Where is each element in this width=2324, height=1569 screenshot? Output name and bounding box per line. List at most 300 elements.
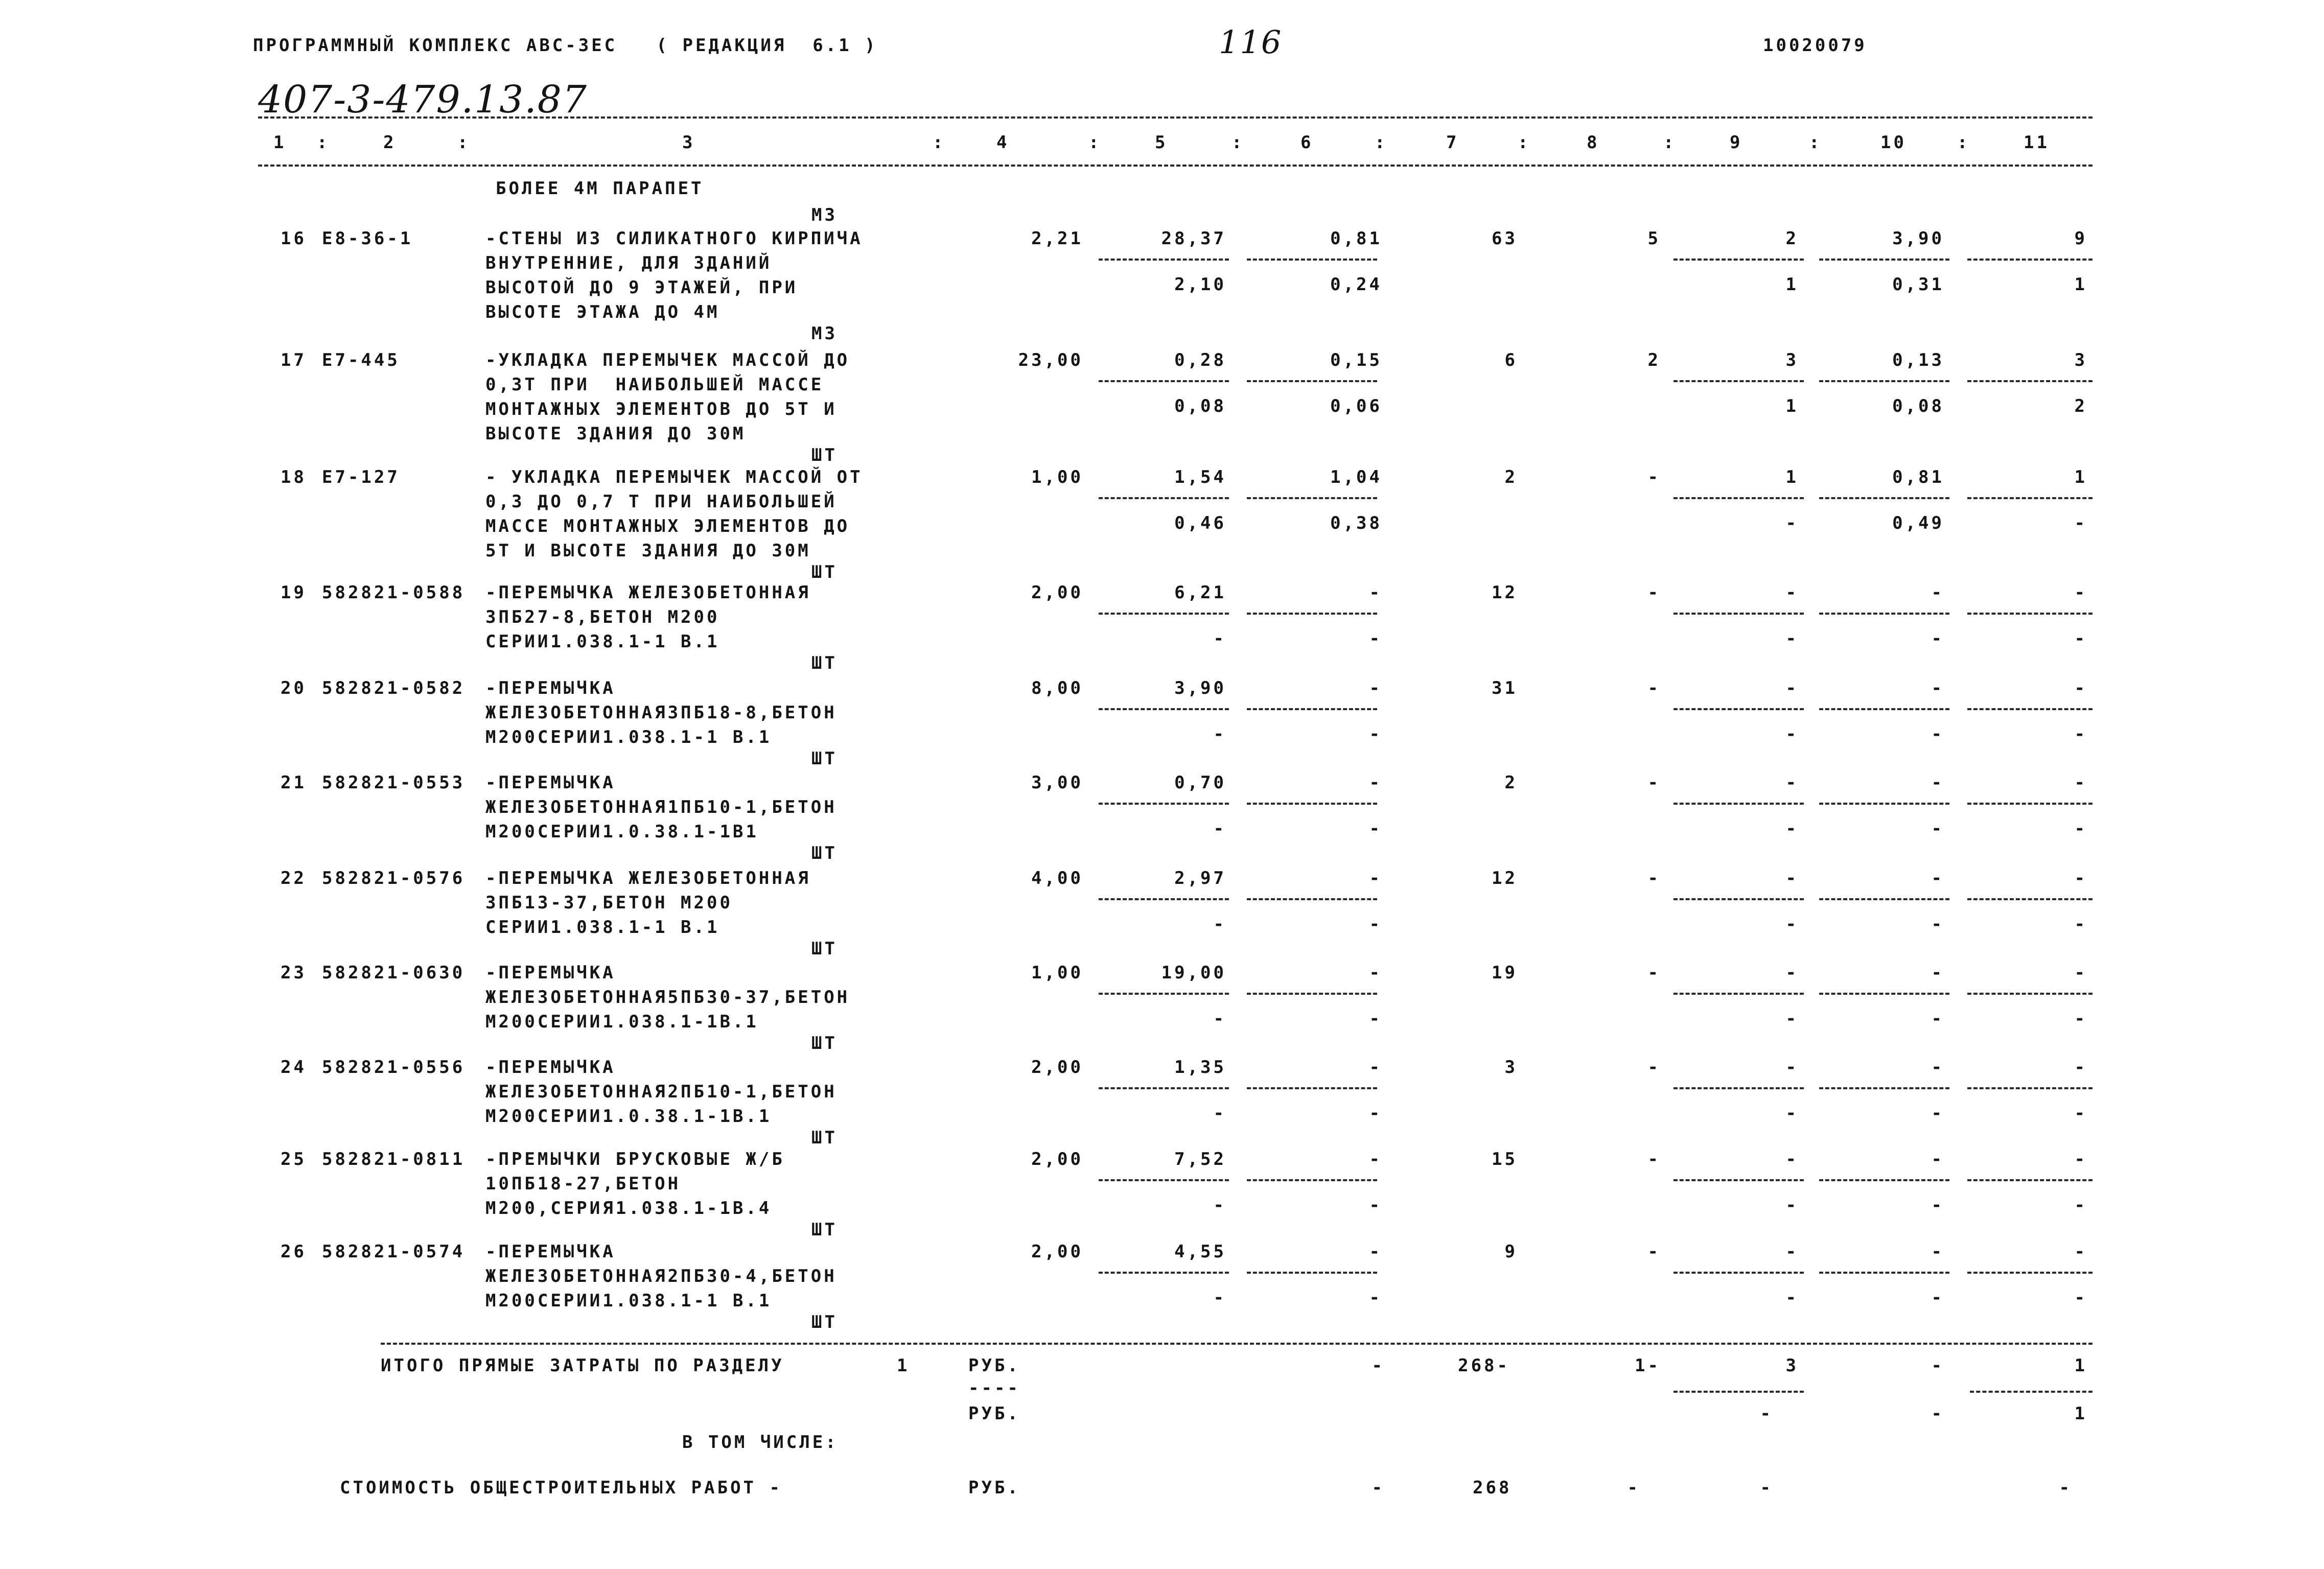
row-col5-second: 0,46: [1174, 513, 1226, 533]
row-unit: ШТ: [811, 1128, 838, 1148]
row-col5: 0,70: [1174, 772, 1226, 793]
column-separator: :: [1088, 132, 1102, 153]
row-description-line: ЖЕЛЕЗОБЕТОННАЯ2ПБ10-1,БЕТОН: [485, 1082, 837, 1102]
row-number: 16: [281, 228, 307, 249]
row-col9-rule: [1674, 259, 1804, 261]
row-description-line: М200СЕРИИ1.0.38.1-1В.1: [485, 1106, 772, 1127]
row-quantity: 2,00: [1031, 1242, 1083, 1262]
totals-col10-second: -: [1931, 1403, 1944, 1424]
row-number: 20: [281, 678, 307, 698]
row-col9-second: 1: [1785, 274, 1799, 295]
row-description-line: М200СЕРИИ1.038.1-1 В.1: [485, 1291, 772, 1311]
row-quantity: 1,00: [1031, 467, 1083, 487]
column-header-7: 7: [1446, 132, 1459, 153]
totals-col6: -: [1372, 1355, 1385, 1376]
row-description-line: ВЫСОТЕ ЭТАЖА ДО 4М: [485, 302, 720, 322]
row-col5-second: -: [1213, 1009, 1226, 1029]
row-description-line: 0,3 ДО 0,7 Т ПРИ НАИБОЛЬШЕЙ: [485, 491, 837, 512]
row-col10-second: -: [1931, 724, 1944, 744]
row-number: 19: [281, 582, 307, 603]
row-col7: 19: [1492, 963, 1518, 983]
row-number: 24: [281, 1057, 307, 1078]
row-number: 25: [281, 1149, 307, 1169]
row-col6: -: [1369, 963, 1382, 983]
row-unit: ШТ: [811, 748, 838, 769]
row-description-line: -ПЕРЕМЫЧКА: [485, 772, 616, 793]
row-col6-second: 0,24: [1330, 274, 1382, 295]
row-quantity: 2,00: [1031, 1057, 1083, 1078]
row-col8: -: [1647, 868, 1661, 888]
totals-col9: 3: [1785, 1355, 1799, 1376]
row-quantity: 2,00: [1031, 1149, 1083, 1169]
row-description-line: - УКЛАДКА ПЕРЕМЫЧЕК МАССОЙ ОТ: [485, 467, 863, 487]
row-unit: ШТ: [811, 1312, 838, 1332]
column-header-3: 3: [682, 132, 695, 153]
row-col10: -: [1931, 582, 1944, 603]
row-unit: ШТ: [811, 843, 838, 863]
row-col6: -: [1369, 582, 1382, 603]
row-code: 582821-0582: [322, 678, 466, 698]
row-col10-rule: [1819, 1272, 1949, 1274]
column-separator: :: [1957, 132, 1970, 153]
row-number: 18: [281, 467, 307, 487]
row-number: 26: [281, 1242, 307, 1262]
row-description-line: 3ПБ13-37,БЕТОН М200: [485, 893, 733, 913]
row-col5-rule: [1099, 1179, 1229, 1181]
row-code: 582821-0588: [322, 582, 466, 603]
row-description-line: ВЫСОТЕ ЗДАНИЯ ДО 30М: [485, 424, 746, 444]
totals-col9-rule: [1674, 1391, 1804, 1393]
row-col11: -: [2074, 963, 2087, 983]
row-col11-rule: [1967, 613, 2093, 615]
construction-cost-label: СТОИМОСТЬ ОБЩЕСТРОИТЕЛЬНЫХ РАБОТ -: [340, 1478, 782, 1498]
row-col9-rule: [1674, 898, 1804, 900]
row-col11: -: [2074, 678, 2087, 698]
row-col11-second: -: [2074, 513, 2087, 533]
row-col6-second: -: [1369, 1287, 1382, 1308]
row-description-line: 3ПБ27-8,БЕТОН М200: [485, 607, 720, 627]
row-col6-rule: [1247, 898, 1377, 900]
totals-col7: 268-: [1458, 1355, 1510, 1376]
row-col11: 1: [2074, 467, 2087, 487]
row-quantity: 23,00: [1018, 350, 1083, 370]
row-description-line: ВНУТРЕННИЕ, ДЛЯ ЗДАНИЙ: [485, 253, 772, 273]
construction-cost-unit: РУБ.: [968, 1478, 1020, 1498]
row-col5-rule: [1099, 1272, 1229, 1274]
row-col11: 3: [2074, 350, 2087, 370]
row-col5-second: -: [1213, 1195, 1226, 1215]
row-col5-rule: [1099, 993, 1229, 995]
row-col10-second: 0,31: [1892, 274, 1944, 295]
row-col11-rule: [1967, 1179, 2093, 1181]
header-rule-bottom: [258, 165, 2093, 167]
row-col5: 2,97: [1174, 868, 1226, 888]
row-col10: -: [1931, 772, 1944, 793]
row-col11: -: [2074, 1242, 2087, 1262]
row-col11: 9: [2074, 228, 2087, 249]
row-unit: ШТ: [811, 653, 838, 673]
row-col5: 7,52: [1174, 1149, 1226, 1169]
row-col10-second: -: [1931, 914, 1944, 934]
row-col5-second: -: [1213, 628, 1226, 649]
row-col6: -: [1369, 678, 1382, 698]
row-col7: 2: [1504, 467, 1518, 487]
row-col6: -: [1369, 1242, 1382, 1262]
row-col9-rule: [1674, 380, 1804, 382]
column-separator: :: [1809, 132, 1822, 153]
row-col10-rule: [1819, 380, 1949, 382]
row-quantity: 2,00: [1031, 582, 1083, 603]
row-col5: 0,28: [1174, 350, 1226, 370]
row-col6-second: -: [1369, 628, 1382, 649]
row-col9: -: [1785, 678, 1799, 698]
row-code: 582821-0630: [322, 963, 466, 983]
row-col10: 0,81: [1892, 467, 1944, 487]
row-col9: -: [1785, 772, 1799, 793]
row-col7: 12: [1492, 868, 1518, 888]
row-col6: 0,81: [1330, 228, 1382, 249]
row-col5: 1,54: [1174, 467, 1226, 487]
page-number: 116: [1219, 24, 1283, 61]
column-header-8: 8: [1587, 132, 1600, 153]
row-col6: 1,04: [1330, 467, 1382, 487]
row-col11-second: -: [2074, 1009, 2087, 1029]
row-description-line: -УКЛАДКА ПЕРЕМЫЧЕК МАССОЙ ДО: [485, 350, 850, 370]
column-separator: :: [1518, 132, 1531, 153]
construction-col8: -: [1627, 1478, 1640, 1498]
row-col5-rule: [1099, 259, 1229, 261]
row-quantity: 3,00: [1031, 772, 1083, 793]
row-col9: 2: [1785, 228, 1799, 249]
row-col11-second: -: [2074, 1195, 2087, 1215]
row-description-line: СЕРИИ1.038.1-1 В.1: [485, 917, 720, 938]
row-col9-rule: [1674, 613, 1804, 615]
row-col10: 0,13: [1892, 350, 1944, 370]
row-number: 21: [281, 772, 307, 793]
row-col11-second: -: [2074, 628, 2087, 649]
row-description-line: -ПЕРЕМЫЧКА: [485, 1242, 616, 1262]
row-col9-second: -: [1785, 724, 1799, 744]
totals-label: ИТОГО ПРЯМЫЕ ЗАТРАТЫ ПО РАЗДЕЛУ: [381, 1355, 784, 1376]
row-col5-second: -: [1213, 914, 1226, 934]
row-description-line: -ПЕРЕМЫЧКА: [485, 1057, 616, 1078]
row-unit: М3: [811, 323, 838, 344]
row-col11-rule: [1967, 803, 2093, 805]
row-description-line: 0,3Т ПРИ НАИБОЛЬШЕЙ МАССЕ: [485, 374, 824, 395]
row-col6-rule: [1247, 708, 1377, 710]
row-quantity: 4,00: [1031, 868, 1083, 888]
row-col10-rule: [1819, 497, 1949, 499]
row-col9: 3: [1785, 350, 1799, 370]
row-col6-rule: [1247, 380, 1377, 382]
row-col11: -: [2074, 1057, 2087, 1078]
continuation-unit: М3: [811, 205, 838, 225]
row-col5: 6,21: [1174, 582, 1226, 603]
row-description-line: -ПРЕМЫЧКИ БРУСКОВЫЕ Ж/Б: [485, 1149, 785, 1169]
including-label: В ТОМ ЧИСЛЕ:: [682, 1432, 839, 1453]
row-col9-second: -: [1785, 1287, 1799, 1308]
totals-rule: [381, 1343, 2093, 1345]
row-col8: -: [1647, 1242, 1661, 1262]
row-col9: -: [1785, 1057, 1799, 1078]
row-col6-second: 0,38: [1330, 513, 1382, 533]
column-header-5: 5: [1155, 132, 1168, 153]
row-col9-rule: [1674, 1272, 1804, 1274]
row-col11-rule: [1967, 259, 2093, 261]
row-col6: -: [1369, 772, 1382, 793]
row-col5-rule: [1099, 1087, 1229, 1089]
row-col10: -: [1931, 1149, 1944, 1169]
row-col6-second: -: [1369, 1103, 1382, 1123]
column-separator: :: [457, 132, 471, 153]
row-col10: -: [1931, 1057, 1944, 1078]
row-col9-rule: [1674, 1087, 1804, 1089]
row-code: 582821-0576: [322, 868, 466, 888]
row-col11-rule: [1967, 380, 2093, 382]
row-col10-rule: [1819, 993, 1949, 995]
row-col6-rule: [1247, 497, 1377, 499]
column-header-2: 2: [383, 132, 397, 153]
row-col5: 19,00: [1161, 963, 1226, 983]
row-col5-second: 0,08: [1174, 396, 1226, 416]
row-unit: ШТ: [811, 1220, 838, 1240]
row-code: 582821-0553: [322, 772, 466, 793]
row-col9: -: [1785, 963, 1799, 983]
row-col5: 3,90: [1174, 678, 1226, 698]
row-col6: -: [1369, 868, 1382, 888]
row-col9-second: -: [1785, 1009, 1799, 1029]
row-col10: -: [1931, 963, 1944, 983]
row-unit: ШТ: [811, 562, 838, 582]
row-col6-second: -: [1369, 1009, 1382, 1029]
row-col11: -: [2074, 1149, 2087, 1169]
totals-unit-second: РУБ.: [968, 1403, 1020, 1424]
row-col7: 63: [1492, 228, 1518, 249]
row-col9: -: [1785, 1149, 1799, 1169]
row-col10-rule: [1819, 1087, 1949, 1089]
row-col9-rule: [1674, 803, 1804, 805]
row-col9-second: -: [1785, 513, 1799, 533]
construction-col6: -: [1372, 1478, 1385, 1498]
row-unit: ШТ: [811, 1033, 838, 1053]
column-separator: :: [1375, 132, 1388, 153]
row-col8: -: [1647, 678, 1661, 698]
row-quantity: 8,00: [1031, 678, 1083, 698]
handwritten-project-code: 407-3-479.13.87: [258, 78, 588, 122]
row-code: 582821-0556: [322, 1057, 466, 1078]
row-number: 23: [281, 963, 307, 983]
row-description-line: 10ПБ18-27,БЕТОН: [485, 1174, 681, 1194]
row-description-line: ЖЕЛЕЗОБЕТОННАЯ3ПБ18-8,БЕТОН: [485, 702, 837, 723]
row-col10-second: -: [1931, 628, 1944, 649]
row-col10-second: -: [1931, 1287, 1944, 1308]
row-col10-rule: [1819, 613, 1949, 615]
row-description-line: МОНТАЖНЫХ ЭЛЕМЕНТОВ ДО 5Т И: [485, 399, 837, 419]
row-col6-second: -: [1369, 1195, 1382, 1215]
row-col10: -: [1931, 868, 1944, 888]
row-col5-rule: [1099, 803, 1229, 805]
row-col8: -: [1647, 772, 1661, 793]
row-col6-second: -: [1369, 914, 1382, 934]
totals-col10: -: [1931, 1355, 1944, 1376]
row-col11-second: -: [2074, 724, 2087, 744]
row-unit: ШТ: [811, 445, 838, 465]
row-col6-second: -: [1369, 818, 1382, 839]
totals-unit-dash: ----: [968, 1378, 1020, 1398]
row-col6-second: -: [1369, 724, 1382, 744]
row-col9: 1: [1785, 467, 1799, 487]
totals-col9-second: -: [1760, 1403, 1773, 1424]
row-description-line: -ПЕРЕМЫЧКА: [485, 678, 616, 698]
row-col11-rule: [1967, 993, 2093, 995]
row-col8: -: [1647, 1149, 1661, 1169]
row-col5-second: -: [1213, 1287, 1226, 1308]
program-header: ПРОГРАММНЫЙ КОМПЛЕКС АВС-3ЕС ( РЕДАКЦИЯ 6.1 ): [253, 35, 878, 56]
row-col8: -: [1647, 467, 1661, 487]
row-description-line: -СТЕНЫ ИЗ СИЛИКАТНОГО КИРПИЧА: [485, 228, 863, 249]
column-separator: :: [933, 132, 946, 153]
row-number: 17: [281, 350, 307, 370]
row-code: Е8-36-1: [322, 228, 413, 249]
row-number: 22: [281, 868, 307, 888]
row-col9-second: -: [1785, 914, 1799, 934]
row-col6-rule: [1247, 613, 1377, 615]
construction-col11: -: [2059, 1478, 2072, 1498]
row-description-line: -ПЕРЕМЫЧКА ЖЕЛЕЗОБЕТОННАЯ: [485, 868, 811, 888]
totals-section: 1: [897, 1355, 910, 1376]
row-col10-rule: [1819, 1179, 1949, 1181]
header-rule-top: [258, 116, 2093, 119]
row-col6-rule: [1247, 1087, 1377, 1089]
row-col6: -: [1369, 1149, 1382, 1169]
row-col5-second: -: [1213, 724, 1226, 744]
totals-col11: 1: [2074, 1355, 2087, 1376]
row-col10-second: 0,08: [1892, 396, 1944, 416]
column-header-11: 11: [2024, 132, 2050, 153]
row-description-line: ЖЕЛЕЗОБЕТОННАЯ2ПБ30-4,БЕТОН: [485, 1266, 837, 1286]
row-col10-second: -: [1931, 1195, 1944, 1215]
row-col7: 2: [1504, 772, 1518, 793]
row-col7: 9: [1504, 1242, 1518, 1262]
row-description-line: СЕРИИ1.038.1-1 В.1: [485, 631, 720, 652]
column-header-1: 1: [273, 132, 287, 153]
row-col5: 28,37: [1161, 228, 1226, 249]
row-col9-second: -: [1785, 1195, 1799, 1215]
row-col10: 3,90: [1892, 228, 1944, 249]
column-header-4: 4: [996, 132, 1010, 153]
row-col11-rule: [1967, 1087, 2093, 1089]
row-col10-second: -: [1931, 818, 1944, 839]
row-col11-second: -: [2074, 1287, 2087, 1308]
column-header-9: 9: [1730, 132, 1743, 153]
totals-col11-second: 1: [2074, 1403, 2087, 1424]
row-col10-rule: [1819, 898, 1949, 900]
row-col5-rule: [1099, 898, 1229, 900]
row-col6-rule: [1247, 1179, 1377, 1181]
row-col10-rule: [1819, 259, 1949, 261]
row-description-line: -ПЕРЕМЫЧКА ЖЕЛЕЗОБЕТОННАЯ: [485, 582, 811, 603]
row-col11: -: [2074, 868, 2087, 888]
row-col10-rule: [1819, 708, 1949, 710]
row-col10-second: -: [1931, 1009, 1944, 1029]
row-col7: 12: [1492, 582, 1518, 603]
row-description-line: ЖЕЛЕЗОБЕТОННАЯ5ПБ30-37,БЕТОН: [485, 987, 850, 1008]
row-col6: -: [1369, 1057, 1382, 1078]
row-col7: 6: [1504, 350, 1518, 370]
column-header-6: 6: [1300, 132, 1314, 153]
row-col5-second: -: [1213, 1103, 1226, 1123]
row-quantity: 1,00: [1031, 963, 1083, 983]
row-col6-rule: [1247, 259, 1377, 261]
row-col11-second: -: [2074, 818, 2087, 839]
row-col5-rule: [1099, 497, 1229, 499]
row-col11-rule: [1967, 708, 2093, 710]
row-col8: 2: [1647, 350, 1661, 370]
row-col6: 0,15: [1330, 350, 1382, 370]
row-col9-second: -: [1785, 628, 1799, 649]
row-col6-rule: [1247, 1272, 1377, 1274]
row-quantity: 2,21: [1031, 228, 1083, 249]
row-col11-rule: [1967, 898, 2093, 900]
row-unit: ШТ: [811, 939, 838, 959]
row-col6-rule: [1247, 803, 1377, 805]
row-col8: -: [1647, 963, 1661, 983]
row-description-line: 5Т И ВЫСОТЕ ЗДАНИЯ ДО 30М: [485, 541, 811, 561]
row-col8: 5: [1647, 228, 1661, 249]
row-code: Е7-127: [322, 467, 400, 487]
row-col10-second: 0,49: [1892, 513, 1944, 533]
row-col8: -: [1647, 582, 1661, 603]
row-code: Е7-445: [322, 350, 400, 370]
row-col11-second: -: [2074, 1103, 2087, 1123]
row-description-line: МАССЕ МОНТАЖНЫХ ЭЛЕМЕНТОВ ДО: [485, 516, 850, 536]
row-col5-second: 2,10: [1174, 274, 1226, 295]
row-col9: -: [1785, 868, 1799, 888]
row-col9-rule: [1674, 708, 1804, 710]
row-col7: 3: [1504, 1057, 1518, 1078]
row-col11-rule: [1967, 497, 2093, 499]
row-col5-rule: [1099, 380, 1229, 382]
row-col11: -: [2074, 582, 2087, 603]
row-col5-rule: [1099, 613, 1229, 615]
row-description-line: ВЫСОТОЙ ДО 9 ЭТАЖЕЙ, ПРИ: [485, 277, 798, 298]
row-col11-second: 2: [2074, 396, 2087, 416]
row-col10-rule: [1819, 803, 1949, 805]
totals-col11-rule: [1970, 1391, 2093, 1393]
row-col8: -: [1647, 1057, 1661, 1078]
row-code: 582821-0574: [322, 1242, 466, 1262]
row-description-line: М200,СЕРИЯ1.038.1-1В.4: [485, 1198, 772, 1219]
row-col6-second: 0,06: [1330, 396, 1382, 416]
row-description-line: М200СЕРИИ1.038.1-1В.1: [485, 1012, 759, 1032]
row-description-line: М200СЕРИИ1.038.1-1 В.1: [485, 727, 772, 747]
row-col5-second: -: [1213, 818, 1226, 839]
row-col11-rule: [1967, 1272, 2093, 1274]
row-col10-second: -: [1931, 1103, 1944, 1123]
row-col5-rule: [1099, 708, 1229, 710]
row-col6-rule: [1247, 993, 1377, 995]
row-col5: 4,55: [1174, 1242, 1226, 1262]
row-col9-second: 1: [1785, 396, 1799, 416]
column-header-10: 10: [1880, 132, 1907, 153]
row-col9: -: [1785, 1242, 1799, 1262]
row-col9-rule: [1674, 497, 1804, 499]
row-col7: 15: [1492, 1149, 1518, 1169]
column-separator: :: [1231, 132, 1245, 153]
row-col11-second: -: [2074, 914, 2087, 934]
row-description-line: ЖЕЛЕЗОБЕТОННАЯ1ПБ10-1,БЕТОН: [485, 797, 837, 817]
document-code: 10020079: [1763, 35, 1867, 56]
